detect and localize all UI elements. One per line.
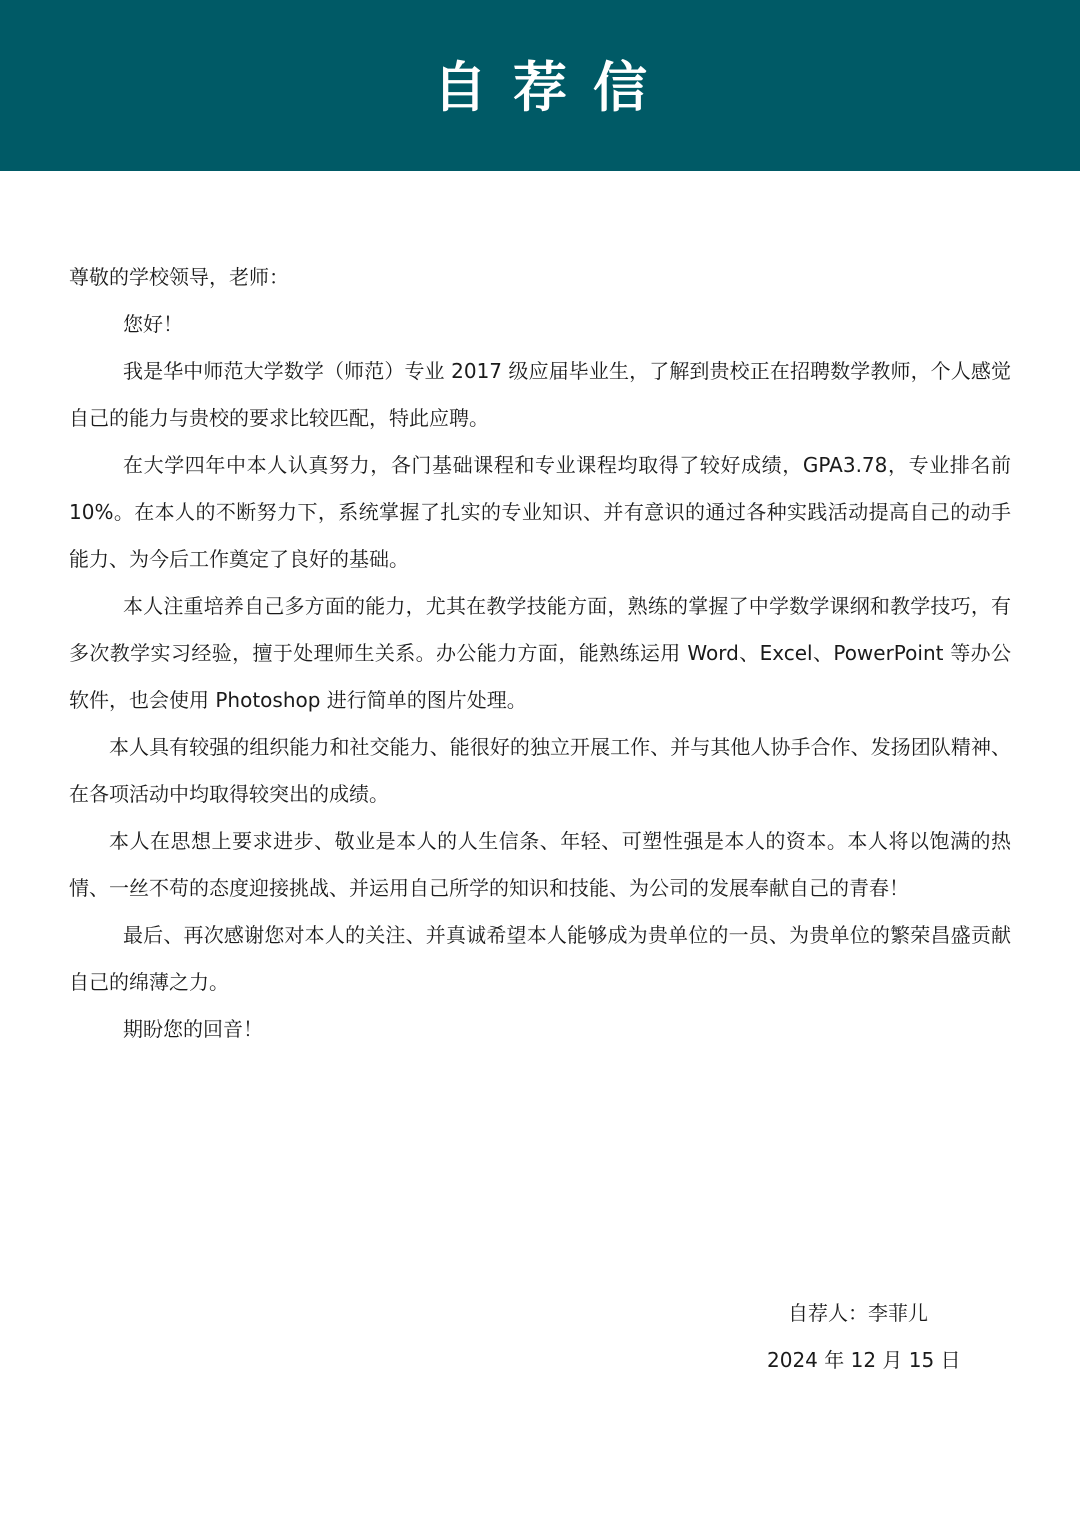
- paragraph: 本人注重培养自己多方面的能力，尤其在教学技能方面，熟练的掌握了中学数学课纲和教学技巧，有多次教学实习经验，擅于处理师生关系。办公能力方面，能熟练运用 Word、Excel、PowerPoint 等办公软件，也会使用 Photoshop 进行简单的图片处理。: [69, 594, 1011, 712]
- paragraph: 在大学四年中本人认真努力，各门基础课程和专业课程均取得了较好成绩，GPA3.78，专业排名前 10%。在本人的不断努力下，系统掌握了扎实的专业知识、并有意识的通过各种实践活动提高自己的动手能力、为今后工作奠定了良好的基础。: [69, 453, 1011, 571]
- letter-body: [69, 254, 1011, 1053]
- paragraph: 本人在思想上要求进步、敬业是本人的人生信条、年轻、可塑性强是本人的资本。本人将以饱满的热情、一丝不苟的态度迎接挑战、并运用自己所学的知识和技能、为公司的发展奉献自己的青春！: [69, 829, 1011, 900]
- paragraph: 最后、再次感谢您对本人的关注、并真诚希望本人能够成为贵单位的一员、为贵单位的繁荣昌盛贡献自己的绵薄之力。: [69, 923, 1011, 994]
- page-title: 自荐信: [433, 56, 673, 119]
- signature-date: 2024 年 12 月 15 日: [767, 1348, 961, 1372]
- header-banner: [0, 0, 1080, 171]
- greeting: 您好！: [123, 312, 183, 336]
- closing-line: 期盼您的回音！: [123, 1017, 263, 1041]
- salutation: 尊敬的学校领导，老师：: [69, 265, 289, 289]
- paragraph: 本人具有较强的组织能力和社交能力、能很好的独立开展工作、并与其他人协手合作、发扬团队精神、在各项活动中均取得较突出的成绩。: [69, 735, 1011, 806]
- signature-name: 自荐人：李菲儿: [788, 1301, 928, 1325]
- paragraph: 我是华中师范大学数学（师范）专业 2017 级应届毕业生，了解到贵校正在招聘数学教师，个人感觉自己的能力与贵校的要求比较匹配，特此应聘。: [69, 359, 1011, 430]
